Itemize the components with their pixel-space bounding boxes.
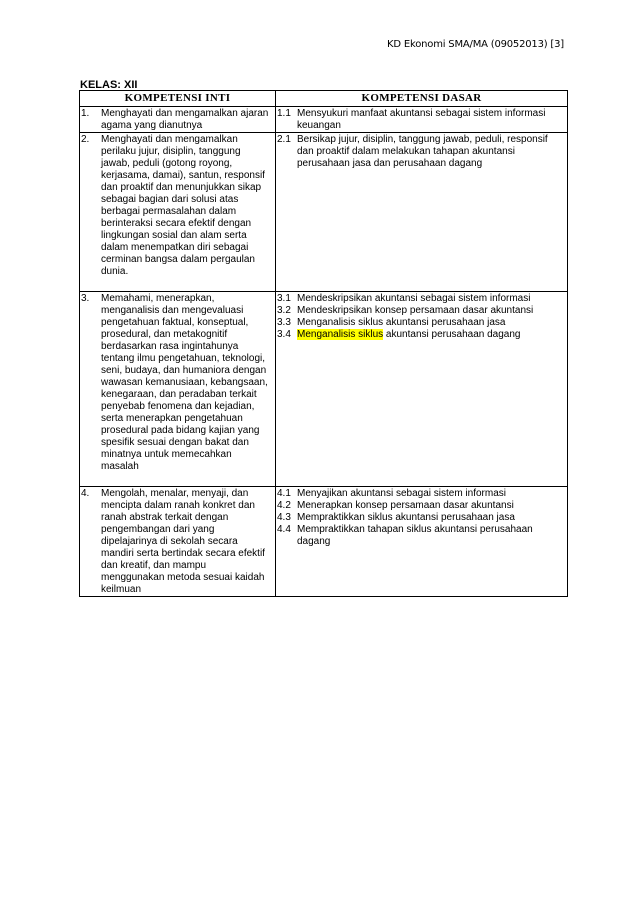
kd-item — [277, 293, 563, 305]
kd-item — [277, 305, 563, 317]
kd-item — [277, 317, 563, 329]
kd-cell — [276, 107, 568, 133]
kd-item — [277, 488, 563, 500]
kd-text: Mendeskripsikan konsep persamaan dasar akuntansi — [297, 305, 534, 316]
ki-cell — [80, 133, 276, 292]
kd-item — [277, 500, 563, 512]
ki-number: 4. — [81, 488, 90, 499]
kd-cell — [276, 292, 568, 487]
kd-number: 4.3 — [277, 512, 291, 523]
table-row — [80, 107, 568, 133]
kd-number: 4.1 — [277, 488, 291, 499]
class-label: KELAS: XII — [80, 79, 138, 91]
ki-text: Mengolah, menalar, menyaji, dan mencipta dalam ranah konkret dan ranah abstrak terkait dengan pengembangan dari yang dipelajarinya di sekolah secara mandiri serta bertindak secara efektif dan kreatif, dan mampu menggunakan metoda sesuai kaidah keilmuan — [101, 488, 265, 595]
kd-text: Menerapkan konsep persamaan dasar akuntansi — [297, 500, 514, 511]
column-header-inti: KOMPETENSI INTI — [80, 91, 276, 107]
competency-table — [79, 90, 568, 597]
table-row — [80, 133, 568, 292]
column-header-dasar: KOMPETENSI DASAR — [276, 91, 568, 107]
ki-number: 1. — [81, 108, 90, 119]
kd-text: Mensyukuri manfaat akuntansi sebagai sistem informasi keuangan — [297, 108, 546, 131]
kd-item — [277, 134, 563, 170]
ki-number: 2. — [81, 134, 90, 145]
kd-number: 3.4 — [277, 329, 291, 340]
kd-text — [297, 329, 563, 341]
ki-text: Memahami, menerapkan, menganalisis dan mengevaluasi pengetahuan faktual, konseptual, prosedural, dan metakognitif berdasarkan rasa ingintahunya tentang ilmu pengetahuan, teknologi, seni, budaya, dan humaniora dengan wawasan kemanusiaan, kebangsaan, kenegaraan, dan peradaban terkait penyebab fenomena dan kejadian, serta menerapkan pengetahuan prosedural pada bidang kajian yang spesifik sesuai dengan bakat dan minatnya untuk memecahkan masalah — [101, 293, 268, 472]
kd-text: Mendeskripsikan akuntansi sebagai sistem informasi — [297, 293, 531, 304]
kd-text: Menganalisis siklus akuntansi perusahaan jasa — [297, 317, 506, 328]
table-row — [80, 487, 568, 597]
kd-number: 1.1 — [277, 108, 291, 119]
highlighted-text: Menganalisis siklus — [297, 329, 384, 340]
ki-cell — [80, 107, 276, 133]
kd-cell — [276, 487, 568, 597]
table-row — [80, 292, 568, 487]
kd-number: 3.2 — [277, 305, 291, 316]
ki-cell — [80, 487, 276, 597]
ki-text: Menghayati dan mengamalkan ajaran agama yang dianutnya — [101, 108, 269, 131]
kd-number: 2.1 — [277, 134, 291, 145]
ki-text: Menghayati dan mengamalkan perilaku jujur, disiplin, tanggung jawab, peduli (gotong royong, kerjasama, damai), santun, responsif dan proaktif dan menunjukkan sikap sebagai bagian dari solusi atas berbagai permasalahan dalam berinteraksi secara efektif dengan lingkungan sosial dan alam serta dalam menempatkan diri sebagai cerminan bangsa dalam pergaulan dunia. — [101, 134, 265, 277]
kd-item — [277, 108, 563, 132]
kd-number: 4.2 — [277, 500, 291, 511]
page-header: KD Ekonomi SMA/MA (09052013) [3] — [387, 39, 564, 50]
kd-text: Menyajikan akuntansi sebagai sistem informasi — [297, 488, 506, 499]
kd-item — [277, 524, 563, 548]
table-header-row — [80, 91, 568, 107]
kd-number: 3.1 — [277, 293, 291, 304]
kd-text: Mempraktikkan tahapan siklus akuntansi perusahaan dagang — [297, 524, 533, 547]
kd-number: 3.3 — [277, 317, 291, 328]
kd-text-rest: akuntansi perusahaan dagang — [383, 329, 521, 340]
kd-item — [277, 512, 563, 524]
kd-item — [277, 329, 563, 341]
ki-number: 3. — [81, 293, 90, 304]
kd-cell — [276, 133, 568, 292]
kd-text: Mempraktikkan siklus akuntansi perusahaan jasa — [297, 512, 515, 523]
kd-text: Bersikap jujur, disiplin, tanggung jawab, peduli, responsif dan proaktif dalam melakukan tahapan akuntansi perusahaan jasa dan perusahaan dagang — [297, 134, 548, 169]
ki-cell — [80, 292, 276, 487]
kd-number: 4.4 — [277, 524, 291, 535]
